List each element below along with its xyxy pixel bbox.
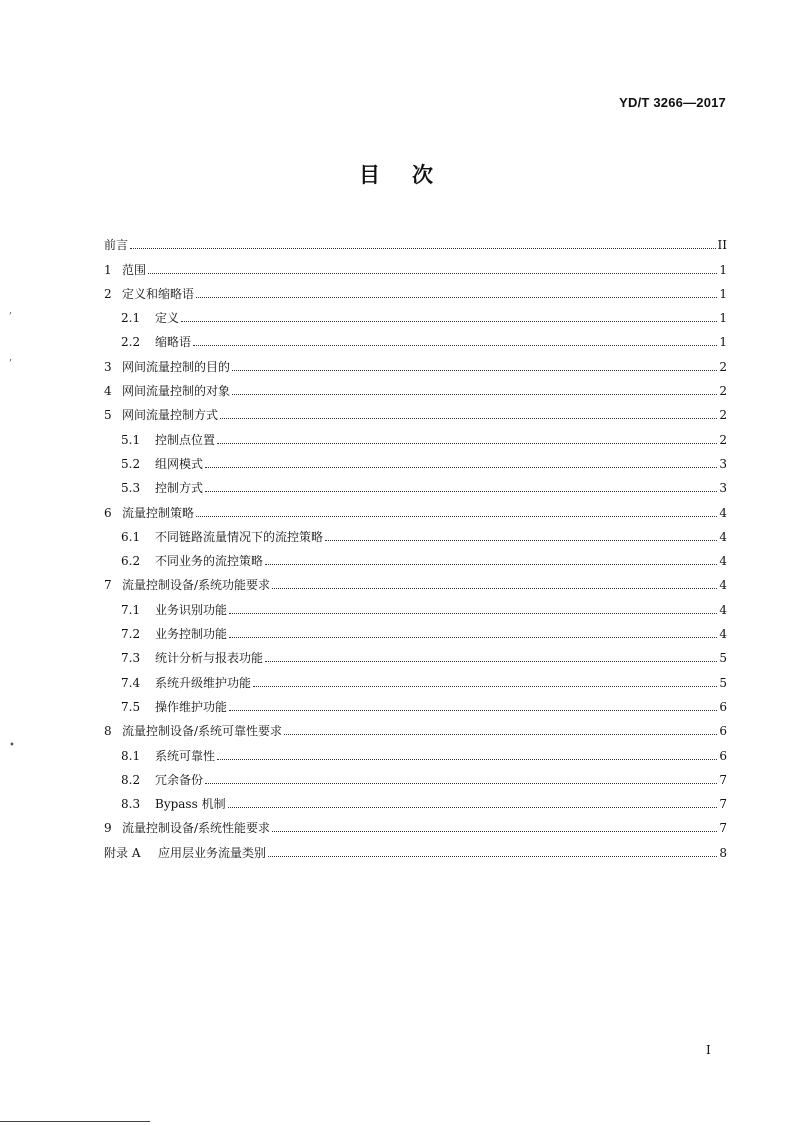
toc-entry-title: 定义 — [155, 311, 180, 326]
toc-entry-number: 8 — [104, 724, 112, 739]
toc-entry-number: 7 — [104, 578, 112, 593]
toc-entry[interactable] — [104, 496, 727, 520]
toc-entry-number: 3 — [104, 359, 112, 374]
toc-entry[interactable] — [104, 229, 727, 253]
toc-entry-title: 控制点位置 — [155, 432, 216, 447]
toc-entry[interactable] — [104, 642, 727, 666]
toc-leader-dots — [272, 588, 717, 589]
toc-entry-number: 9 — [104, 821, 112, 836]
toc-entry[interactable] — [104, 326, 727, 350]
toc-entry[interactable] — [104, 739, 727, 763]
toc-leader-dots — [148, 273, 717, 274]
toc-entry-number: 1 — [104, 262, 112, 277]
toc-entry[interactable] — [104, 618, 727, 642]
scan-mark: , — [9, 305, 13, 316]
toc-entry-page: 1 — [719, 311, 727, 326]
toc-entry-page: 7 — [719, 772, 727, 787]
toc-entry-number: 5 — [104, 408, 112, 423]
toc-entry-number: 8.1 — [121, 748, 141, 763]
toc-entry-page: 6 — [719, 699, 727, 714]
toc-entry-page: 8 — [719, 845, 727, 860]
scan-mark: • — [9, 740, 15, 751]
toc-entry-title: 业务控制功能 — [155, 627, 228, 642]
toc-entry-number: 7.4 — [121, 675, 141, 690]
toc-entry-page: 4 — [719, 529, 727, 544]
toc-entry-page: 1 — [719, 286, 727, 301]
toc-entry[interactable] — [104, 545, 727, 569]
toc-leader-dots — [229, 613, 717, 614]
toc-entry[interactable] — [104, 836, 727, 860]
toc-leader-dots — [220, 418, 717, 419]
toc-entry-page: 5 — [719, 675, 727, 690]
toc-leader-dots — [232, 394, 717, 395]
toc-leader-dots — [205, 783, 717, 784]
toc-entry-number: 7.2 — [121, 627, 141, 642]
toc-leader-dots — [268, 856, 717, 857]
toc-entry-title: 流量控制设备/系统功能要求 — [122, 578, 271, 593]
toc-entry-page: 5 — [719, 651, 727, 666]
toc-leader-dots — [217, 443, 717, 444]
toc-entry-number: 7.1 — [121, 602, 141, 617]
toc-entry-number: 5.3 — [121, 481, 141, 496]
toc-entry-title: 系统可靠性 — [155, 748, 216, 763]
toc-entry[interactable] — [104, 764, 727, 788]
toc-entry-page: 6 — [719, 724, 727, 739]
toc-entry-title: 流量控制策略 — [122, 505, 195, 520]
toc-entry-page: 4 — [719, 505, 727, 520]
toc-entry[interactable] — [104, 472, 727, 496]
toc-leader-dots — [265, 661, 717, 662]
toc-leader-dots — [205, 467, 717, 468]
toc-leader-dots — [253, 686, 717, 687]
toc-entry-number: 4 — [104, 384, 112, 399]
toc-entry-title: 业务识别功能 — [155, 602, 228, 617]
toc-entry-title: 网间流量控制的对象 — [122, 384, 231, 399]
toc-entry[interactable] — [104, 350, 727, 374]
toc-leader-dots — [217, 759, 717, 760]
toc-leader-dots — [284, 734, 717, 735]
toc-entry-title: 网间流量控制的目的 — [122, 359, 231, 374]
toc-entry[interactable] — [104, 399, 727, 423]
toc-entry-number: 6.2 — [121, 554, 141, 569]
toc-entry[interactable] — [104, 691, 727, 715]
toc-entry[interactable] — [104, 278, 727, 302]
standard-number: YD/T 3266—2017 — [619, 95, 726, 110]
toc-entry-number: 2 — [104, 286, 112, 301]
toc-leader-dots — [229, 637, 717, 638]
toc-entry-title: Bypass 机制 — [155, 797, 226, 812]
toc-entry[interactable] — [104, 302, 727, 326]
toc-entry-page: 2 — [719, 408, 727, 423]
toc-entry-number: 6 — [104, 505, 112, 520]
toc-entry[interactable] — [104, 666, 727, 690]
toc-entry-page: 1 — [719, 335, 727, 350]
toc-entry[interactable] — [104, 812, 727, 836]
toc-entry-number: 8.2 — [121, 772, 141, 787]
toc-entry-title: 统计分析与报表功能 — [155, 651, 264, 666]
toc-entry-title: 控制方式 — [155, 481, 204, 496]
toc-entry-title: 操作维护功能 — [155, 699, 228, 714]
toc-leader-dots — [196, 516, 717, 517]
toc-entry-title: 不同链路流量情况下的流控策略 — [155, 529, 324, 544]
toc-entry-number: 8.3 — [121, 797, 141, 812]
toc-entry-number: 7.5 — [121, 699, 141, 714]
toc-leader-dots — [196, 297, 717, 298]
toc-leader-dots — [232, 370, 717, 371]
toc-entry-title: 前言 — [104, 238, 129, 253]
toc-entry-title: 应用层业务流量类别 — [158, 845, 267, 860]
toc-entry-page: 7 — [719, 797, 727, 812]
table-of-contents — [104, 229, 727, 861]
toc-entry-number: 7.3 — [121, 651, 141, 666]
toc-entry-number: 6.1 — [121, 529, 141, 544]
scan-mark: , — [9, 352, 13, 363]
toc-entry[interactable] — [104, 569, 727, 593]
toc-leader-dots — [193, 345, 717, 346]
toc-entry-number: 5.1 — [121, 432, 141, 447]
toc-entry-number: 5.2 — [121, 456, 141, 471]
toc-entry-page: 7 — [719, 821, 727, 836]
toc-entry-title: 组网模式 — [155, 456, 204, 471]
toc-entry-title: 冗余备份 — [155, 772, 204, 787]
toc-entry-title: 系统升级维护功能 — [155, 675, 252, 690]
toc-entry-page: 2 — [719, 384, 727, 399]
toc-entry-title: 流量控制设备/系统可靠性要求 — [122, 724, 283, 739]
toc-entry-page: 2 — [719, 432, 727, 447]
toc-entry[interactable] — [104, 375, 727, 399]
toc-entry-number: 2.1 — [121, 311, 141, 326]
page-number: I — [706, 1043, 711, 1057]
toc-leader-dots — [228, 807, 717, 808]
toc-leader-dots — [130, 248, 716, 249]
toc-entry-title: 不同业务的流控策略 — [155, 554, 264, 569]
scan-edge-line — [0, 1121, 150, 1122]
toc-entry[interactable] — [104, 715, 727, 739]
toc-entry[interactable] — [104, 448, 727, 472]
toc-entry-title: 流量控制设备/系统性能要求 — [122, 821, 271, 836]
toc-entry[interactable] — [104, 521, 727, 545]
toc-entry-page: 3 — [719, 481, 727, 496]
toc-entry-page: II — [717, 238, 727, 253]
toc-entry-title: 网间流量控制方式 — [122, 408, 219, 423]
toc-entry-page: 2 — [719, 359, 727, 374]
toc-entry-title: 缩略语 — [155, 335, 192, 350]
toc-leader-dots — [272, 831, 717, 832]
toc-entry-title: 定义和缩略语 — [122, 286, 195, 301]
toc-entry-page: 6 — [719, 748, 727, 763]
toc-entry-page: 1 — [719, 262, 727, 277]
toc-entry[interactable] — [104, 788, 727, 812]
toc-entry[interactable] — [104, 253, 727, 277]
toc-entry-page: 4 — [719, 602, 727, 617]
toc-leader-dots — [205, 491, 717, 492]
toc-entry-page: 3 — [719, 456, 727, 471]
toc-entry-number: 2.2 — [121, 335, 141, 350]
toc-entry-number: 附录 A — [104, 845, 141, 860]
toc-entry-page: 4 — [719, 627, 727, 642]
toc-entry-page: 4 — [719, 554, 727, 569]
toc-entry[interactable] — [104, 423, 727, 447]
toc-leader-dots — [325, 540, 717, 541]
toc-entry-page: 4 — [719, 578, 727, 593]
toc-leader-dots — [265, 564, 717, 565]
toc-leader-dots — [181, 321, 717, 322]
toc-entry[interactable] — [104, 593, 727, 617]
toc-leader-dots — [229, 710, 717, 711]
page-title: 目次 — [359, 163, 465, 187]
toc-entry-title: 范围 — [122, 262, 147, 277]
